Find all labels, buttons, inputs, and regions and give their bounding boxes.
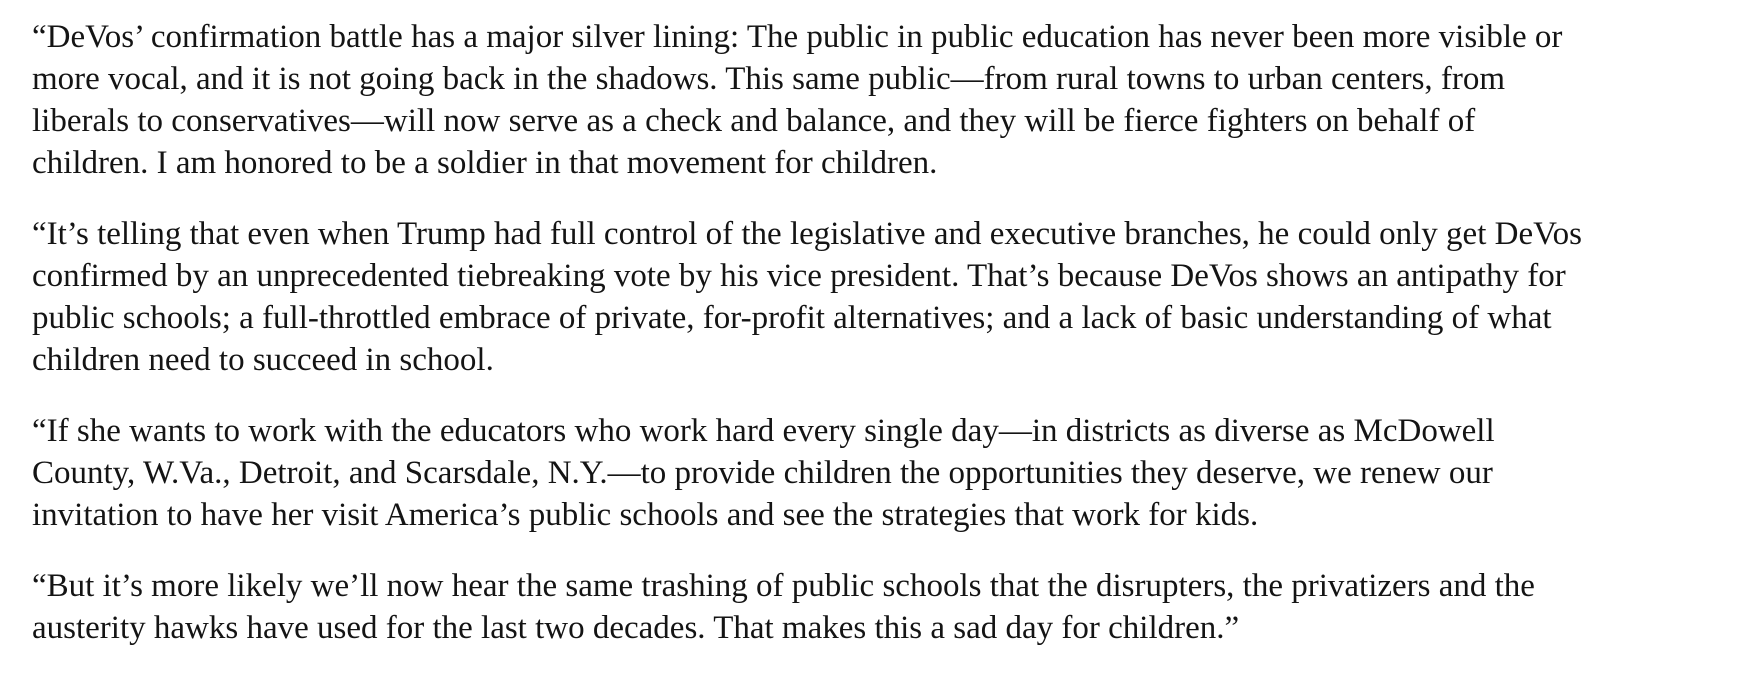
paragraph-line: liberals to conservatives—will now serve as a check and balance, and they will be fierce fighters on behalf of xyxy=(32,103,1476,139)
paragraph-line: County, W.Va., Detroit, and Scarsdale, N.Y.—to provide children the opportunities they deserve, we renew our xyxy=(32,455,1493,491)
quote-document xyxy=(32,16,1737,678)
paragraph-line: more vocal, and it is not going back in the shadows. This same public—from rural towns to urban centers, from xyxy=(32,61,1506,97)
paragraph-line: “If she wants to work with the educators who work hard every single day—in districts as diverse as McDowell xyxy=(32,413,1495,449)
paragraph-line: “But it’s more likely we’ll now hear the same trashing of public schools that the disrupters, the privatizers and the xyxy=(32,568,1535,604)
paragraph-line: austerity hawks have used for the last two decades. That makes this a sad day for children.” xyxy=(32,610,1240,646)
paragraph-line: “It’s telling that even when Trump had full control of the legislative and executive branches, he could only get DeVos xyxy=(32,216,1583,252)
quote-paragraph-4 xyxy=(32,565,1737,649)
quote-paragraph-1 xyxy=(32,16,1737,184)
paragraph-line: invitation to have her visit America’s public schools and see the strategies that work for kids. xyxy=(32,497,1259,533)
paragraph-line: children need to succeed in school. xyxy=(32,342,494,378)
paragraph-line: children. I am honored to be a soldier in that movement for children. xyxy=(32,145,938,181)
quote-paragraph-2 xyxy=(32,213,1737,381)
quote-paragraph-3 xyxy=(32,410,1737,536)
paragraph-line: confirmed by an unprecedented tiebreaking vote by his vice president. That’s because DeVos shows an antipathy for xyxy=(32,258,1566,294)
paragraph-line: public schools; a full-throttled embrace of private, for-profit alternatives; and a lack of basic understanding of what xyxy=(32,300,1552,336)
paragraph-line: “DeVos’ confirmation battle has a major silver lining: The public in public education has never been more visible or xyxy=(32,19,1563,55)
